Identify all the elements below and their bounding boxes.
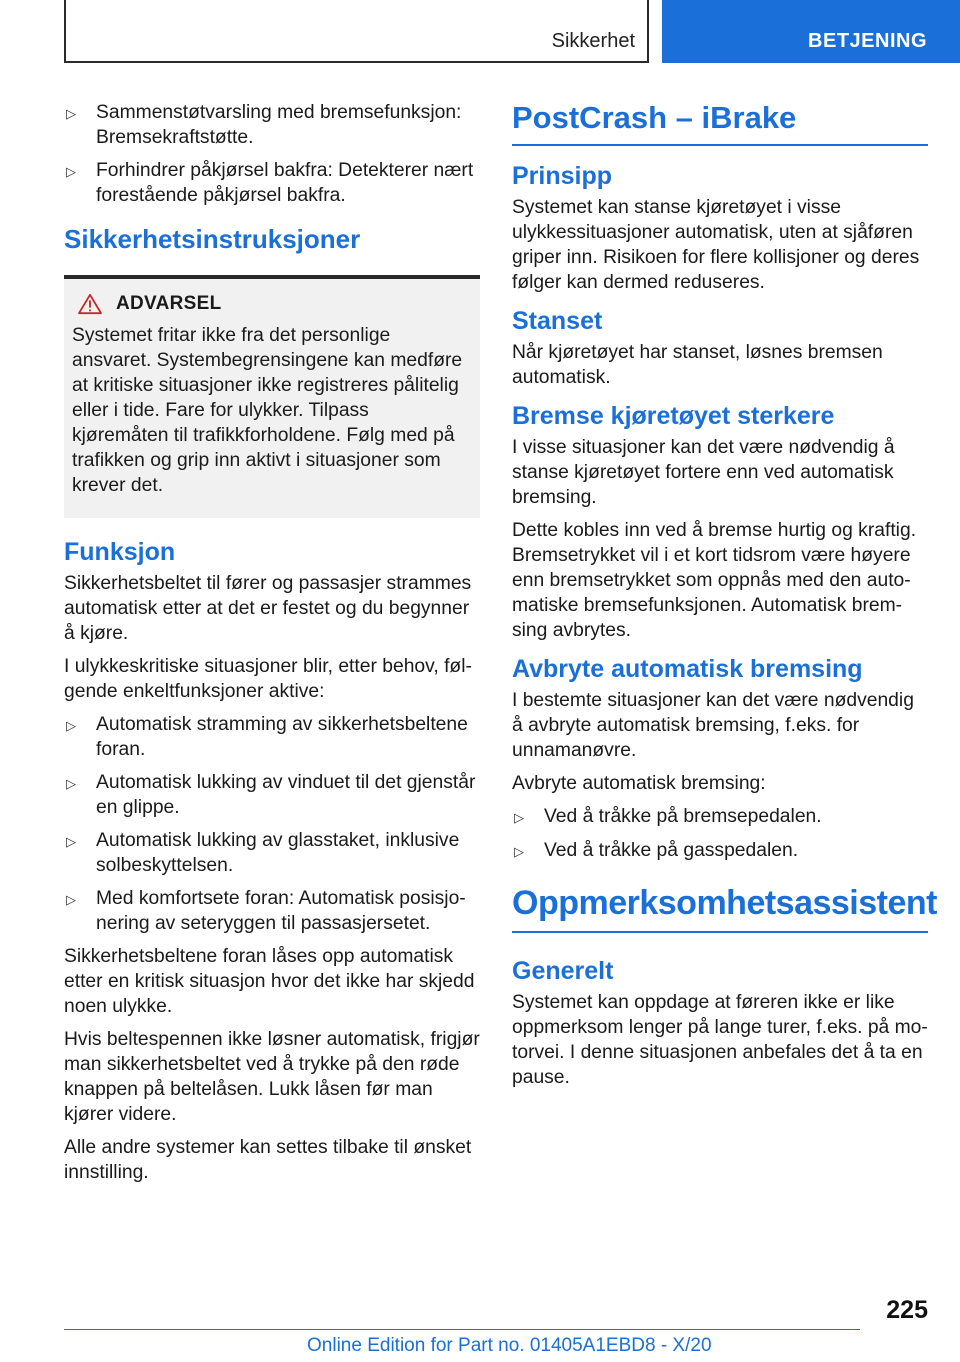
warning-header — [72, 293, 470, 315]
paragraph: Sikkerhetsbeltene foran låses opp automatisk etter en kritisk situasjon hvor det ikke har skjedd noen ulykke. — [64, 946, 475, 1017]
list-item — [64, 886, 480, 936]
list-item — [64, 712, 480, 762]
triangle-right-icon: ▷ — [66, 776, 76, 791]
triangle-right-icon: ▷ — [66, 892, 76, 907]
paragraph: Avbryte automatisk bremsing: — [512, 773, 766, 794]
paragraph: Hvis beltespennen ikke løsner automatisk, frigjør man sikkerhetsbeltet ved å trykke på den røde knappen på beltelåsen. Lukk låsen før man kjører videre. — [64, 1029, 480, 1125]
list-item — [64, 770, 480, 820]
list-item-text: Forhindrer påkjørsel bakfra: Detekterer nært forestående påkjørsel bakfra. — [96, 160, 474, 206]
page-number: 225 — [886, 1296, 928, 1324]
paragraph: I visse situasjoner kan det være nødvendig å stanse kjøretøyet fortere enn ved automatisk bremsing. — [512, 437, 895, 508]
paragraph: Alle andre systemer kan settes tilbake til ønsket innstilling. — [64, 1137, 472, 1183]
footer-divider — [64, 1329, 860, 1330]
list-item — [512, 838, 928, 864]
warning-triangle-icon — [76, 293, 104, 315]
paragraph: Dette kobles inn ved å bremse hurtig og kraftig. Bremsetrykket vil i et kort tidsrom være høyere enn bremsetrykket som oppnås med den automatiske bremsefunksjonen. Automatisk bremsing avbrytes. — [512, 520, 917, 641]
warning-title: ADVARSEL — [116, 293, 222, 314]
header-section-title: Sikkerhet — [551, 30, 635, 52]
list-item-text: Automatisk lukking av vinduet til det gjenstår en glippe. — [96, 772, 476, 818]
triangle-right-icon: ▷ — [66, 834, 76, 849]
footer-edition: Online Edition for Part no. 01405A1EBD8 - X/20 — [307, 1335, 712, 1356]
warning-box — [64, 275, 480, 518]
paragraph: I ulykkeskritiske situasjoner blir, etter behov, følgende enkeltfunksjoner aktive: — [64, 656, 472, 702]
list-item — [512, 804, 928, 830]
paragraph: I bestemte situasjoner kan det være nødvendig å avbryte automatisk bremsing, f.eks. for unnamanøvre. — [512, 690, 914, 761]
triangle-right-icon: ▷ — [66, 106, 76, 121]
subsection-title-general: Generelt — [512, 957, 614, 985]
right-column — [512, 100, 937, 1098]
list-item-text: Automatisk lukking av glasstaket, inklusive solbeskyttelsen. — [96, 830, 460, 876]
list-item — [64, 828, 480, 878]
triangle-right-icon: ▷ — [66, 718, 76, 733]
subsection-title-abort: Avbryte automatisk bremsing — [512, 655, 863, 683]
triangle-right-icon: ▷ — [514, 844, 524, 859]
list-item-text: Automatisk stramming av sikkerhetsbeltene foran. — [96, 714, 468, 760]
list-item-text: Ved å tråkke på gasspedalen. — [544, 840, 799, 861]
section-title-attention-assistant: Oppmerksomhetsassistent — [512, 884, 928, 933]
section-title-safety: Sikkerhetsinstruksjoner — [64, 224, 361, 254]
warning-text: Systemet fritar ikke fra det personlige ansvaret. Systembegrensingene kan medføre at kritiske situasjoner ikke registreres pålitelig eller i tide. Fare for ulykker. Tilpass kjøremåten til trafikkforholdene. Følg med på trafikken og grip inn aktivt i situasjoner som krever det. — [72, 325, 463, 496]
header-chapter-tab — [662, 0, 960, 63]
paragraph: Systemet kan oppdage at føreren ikke er like oppmerksom lenger på lange turer, f.eks. på motorvei. I denne situasjonen anbefales det å ta en pause. — [512, 992, 928, 1088]
list-item-text: Ved å tråkke på bremsepedalen. — [544, 806, 822, 827]
paragraph: Når kjøretøyet har stanset, løsnes bremsen automatisk. — [512, 342, 883, 388]
section-title-postcrash: PostCrash – iBrake — [512, 100, 928, 146]
subsection-title-principle: Prinsipp — [512, 162, 613, 190]
subsection-title-brake-harder: Bremse kjøretøyet sterkere — [512, 402, 835, 430]
paragraph: Systemet kan stanse kjøretøyet i visse ulykkessituasjoner automatisk, uten at sjåføren griper inn. Risikoen for flere kollisjoner og deres følger kan dermed reduseres. — [512, 197, 920, 293]
paragraph: Sikkerhetsbeltet til fører og passasjer strammes automatisk etter at det er festet og du begynner å kjøre. — [64, 573, 472, 644]
list-item-text: Sammenstøtvarsling med bremsefunksjon: Bremsekraftstøtte. — [96, 102, 462, 148]
header-chapter-label: BETJENING — [808, 30, 927, 52]
triangle-right-icon: ▷ — [66, 164, 76, 179]
list-item — [64, 158, 480, 208]
list-item — [64, 100, 480, 150]
subsection-title-stopped: Stanset — [512, 307, 603, 335]
left-column — [64, 100, 480, 1193]
subsection-title-function: Funksjon — [64, 538, 176, 566]
triangle-right-icon: ▷ — [514, 810, 524, 825]
list-item-text: Med komfortsete foran: Automatisk posisjonering av seteryggen til passasjersetet. — [96, 888, 466, 934]
